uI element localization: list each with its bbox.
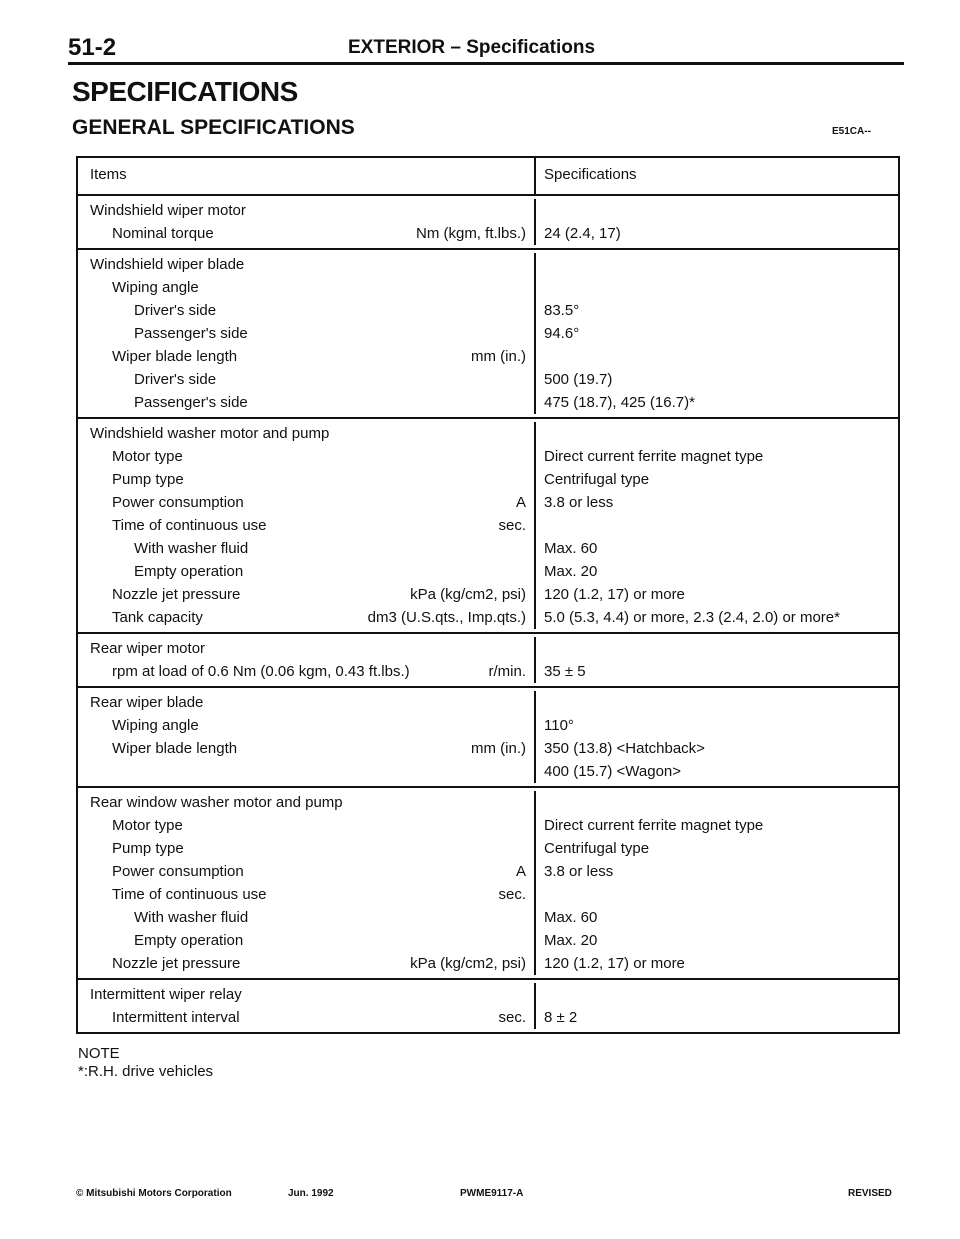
item-unit: A	[515, 863, 526, 880]
spec-value: Direct current ferrite magnet type	[544, 817, 764, 834]
spec-value: Direct current ferrite magnet type	[544, 448, 764, 465]
spec-value: 24 (2.4, 17)	[544, 225, 621, 242]
item-cell	[78, 606, 536, 629]
spec-value: 83.5°	[544, 302, 580, 319]
table-group	[78, 196, 898, 250]
table-group	[78, 980, 898, 1032]
item-cell	[78, 883, 536, 906]
item-cell	[78, 537, 536, 560]
item-cell	[78, 199, 536, 222]
table-row	[78, 583, 898, 606]
item-label: Time of continuous use	[112, 517, 267, 534]
spec-value: 400 (15.7) <Wagon>	[544, 763, 682, 780]
item-label: Passenger's side	[134, 394, 248, 411]
item-cell	[78, 837, 536, 860]
spec-value: 120 (1.2, 17) or more	[544, 955, 685, 972]
table-group	[78, 419, 898, 634]
item-label: Intermittent wiper relay	[90, 986, 242, 1003]
footer-date: Jun. 1992	[288, 1188, 334, 1199]
item-label: Wiper blade length	[112, 740, 238, 757]
item-label: Tank capacity	[112, 609, 203, 626]
table-row	[78, 814, 898, 837]
table-row	[78, 422, 898, 445]
table-row	[78, 468, 898, 491]
item-unit: sec.	[498, 886, 526, 903]
table-row	[78, 660, 898, 683]
section-title: EXTERIOR – Specifications	[348, 37, 596, 58]
table-row	[78, 345, 898, 368]
spec-value: 475 (18.7), 425 (16.7)*	[544, 394, 695, 411]
item-cell	[78, 253, 536, 276]
item-cell	[78, 814, 536, 837]
table-row	[78, 714, 898, 737]
item-label: Nozzle jet pressure	[112, 955, 241, 972]
page-header	[68, 34, 904, 65]
item-unit: sec.	[498, 1009, 526, 1026]
spec-value: 500 (19.7)	[544, 371, 613, 388]
note	[78, 1045, 213, 1081]
spec-value: 5.0 (5.3, 4.4) or more, 2.3 (2.4, 2.0) or more*	[544, 609, 840, 626]
item-cell	[78, 276, 536, 299]
table-row	[78, 883, 898, 906]
item-cell	[78, 906, 536, 929]
footer-copyright: © Mitsubishi Motors Corporation	[76, 1188, 232, 1199]
table-row	[78, 637, 898, 660]
item-label: Pump type	[112, 840, 184, 857]
table-row	[78, 837, 898, 860]
item-cell	[78, 714, 536, 737]
item-cell	[78, 737, 536, 760]
table-row	[78, 691, 898, 714]
spec-value: Max. 60	[544, 540, 598, 557]
table-row	[78, 983, 898, 1006]
item-unit: mm (in.)	[471, 740, 526, 757]
item-cell	[78, 1006, 536, 1029]
table-body	[78, 196, 898, 1032]
item-unit: mm (in.)	[471, 348, 526, 365]
specifications-column-header: Specifications	[544, 166, 637, 183]
table-row	[78, 199, 898, 222]
spec-value: 350 (13.8) <Hatchback>	[544, 740, 705, 757]
item-unit: kPa (kg/cm2, psi)	[410, 586, 526, 603]
note-text: *:R.H. drive vehicles	[78, 1063, 214, 1080]
item-unit: sec.	[498, 517, 526, 534]
item-label: Empty operation	[134, 563, 244, 580]
spec-value: Centrifugal type	[544, 471, 650, 488]
item-label: Driver's side	[134, 302, 217, 319]
item-label: Rear wiper blade	[90, 694, 204, 711]
table-row	[78, 253, 898, 276]
table-row	[78, 1006, 898, 1029]
footer-status: REVISED	[848, 1188, 892, 1199]
page-number: 51-2	[68, 34, 117, 61]
item-label: Intermittent interval	[112, 1009, 240, 1026]
item-cell	[78, 660, 536, 683]
item-cell	[78, 791, 536, 814]
item-cell	[78, 491, 536, 514]
spec-value: Max. 20	[544, 932, 598, 949]
item-cell	[78, 929, 536, 952]
table-group	[78, 688, 898, 788]
item-label: Driver's side	[134, 371, 217, 388]
spec-value: 3.8 or less	[544, 494, 614, 511]
item-label: With washer fluid	[134, 540, 249, 557]
table-row	[78, 514, 898, 537]
table-row	[78, 445, 898, 468]
spec-value: 110°	[544, 717, 574, 734]
item-label: Power consumption	[112, 863, 244, 880]
item-label: Windshield wiper blade	[90, 256, 245, 273]
table-row	[78, 906, 898, 929]
table-row	[78, 952, 898, 975]
item-label: Nominal torque	[112, 225, 214, 242]
item-label: Wiping angle	[112, 717, 199, 734]
item-label: Motor type	[112, 817, 183, 834]
spec-value: 94.6°	[544, 325, 580, 342]
item-cell	[78, 691, 536, 714]
spec-value: 3.8 or less	[544, 863, 614, 880]
table-row	[78, 560, 898, 583]
table-row	[78, 322, 898, 345]
table-row	[78, 760, 898, 783]
table-row	[78, 299, 898, 322]
table-row	[78, 791, 898, 814]
item-cell	[78, 760, 536, 783]
item-cell	[78, 637, 536, 660]
table-row	[78, 391, 898, 414]
spec-value: 8 ± 2	[544, 1009, 578, 1026]
item-label: rpm at load of 0.6 Nm (0.06 kgm, 0.43 ft.lbs.)	[112, 663, 410, 680]
item-cell	[78, 368, 536, 391]
item-label: Power consumption	[112, 494, 244, 511]
item-unit: A	[515, 494, 526, 511]
spec-value: 35 ± 5	[544, 663, 586, 680]
page-subtitle: GENERAL SPECIFICATIONS	[72, 116, 355, 139]
item-cell	[78, 222, 536, 245]
table-row	[78, 860, 898, 883]
table-row	[78, 606, 898, 629]
item-cell	[78, 391, 536, 414]
item-label: Time of continuous use	[112, 886, 267, 903]
item-cell	[78, 445, 536, 468]
item-label: Wiping angle	[112, 279, 199, 296]
item-unit: dm3 (U.S.qts., Imp.qts.)	[367, 609, 526, 626]
item-label: Rear window washer motor and pump	[90, 794, 343, 811]
item-cell	[78, 952, 536, 975]
item-unit: kPa (kg/cm2, psi)	[410, 955, 526, 972]
item-label: Empty operation	[134, 932, 244, 949]
specifications-table	[76, 156, 900, 1034]
item-cell	[78, 583, 536, 606]
item-unit: r/min.	[488, 663, 526, 680]
items-column-header: Items	[78, 158, 536, 194]
table-row	[78, 737, 898, 760]
item-cell	[78, 514, 536, 537]
item-label: Rear wiper motor	[90, 640, 206, 657]
footer-doc-id: PWME9117-A	[460, 1188, 524, 1199]
table-row	[78, 537, 898, 560]
item-cell	[78, 299, 536, 322]
note-heading: NOTE	[78, 1045, 120, 1062]
item-cell	[78, 345, 536, 368]
item-label: With washer fluid	[134, 909, 249, 926]
item-label: Wiper blade length	[112, 348, 238, 365]
section-code: E51CA--	[832, 126, 871, 137]
item-cell	[78, 983, 536, 1006]
item-unit: Nm (kgm, ft.lbs.)	[415, 225, 526, 242]
item-cell	[78, 468, 536, 491]
item-label: Windshield wiper motor	[90, 202, 246, 219]
item-cell	[78, 422, 536, 445]
table-row	[78, 929, 898, 952]
table-group	[78, 250, 898, 419]
table-row	[78, 276, 898, 299]
item-label: Passenger's side	[134, 325, 248, 342]
table-row	[78, 222, 898, 245]
spec-value: Max. 20	[544, 563, 598, 580]
table-group	[78, 634, 898, 688]
spec-value: Centrifugal type	[544, 840, 650, 857]
table-row	[78, 368, 898, 391]
item-label: Nozzle jet pressure	[112, 586, 241, 603]
item-cell	[78, 860, 536, 883]
page-title: SPECIFICATIONS	[72, 76, 298, 107]
item-label: Pump type	[112, 471, 184, 488]
item-cell	[78, 560, 536, 583]
item-label: Motor type	[112, 448, 183, 465]
spec-value: Max. 60	[544, 909, 598, 926]
table-row	[78, 491, 898, 514]
spec-value: 120 (1.2, 17) or more	[544, 586, 685, 603]
item-label: Windshield washer motor and pump	[90, 425, 330, 442]
table-header-row	[78, 158, 898, 196]
item-cell	[78, 322, 536, 345]
table-group	[78, 788, 898, 980]
